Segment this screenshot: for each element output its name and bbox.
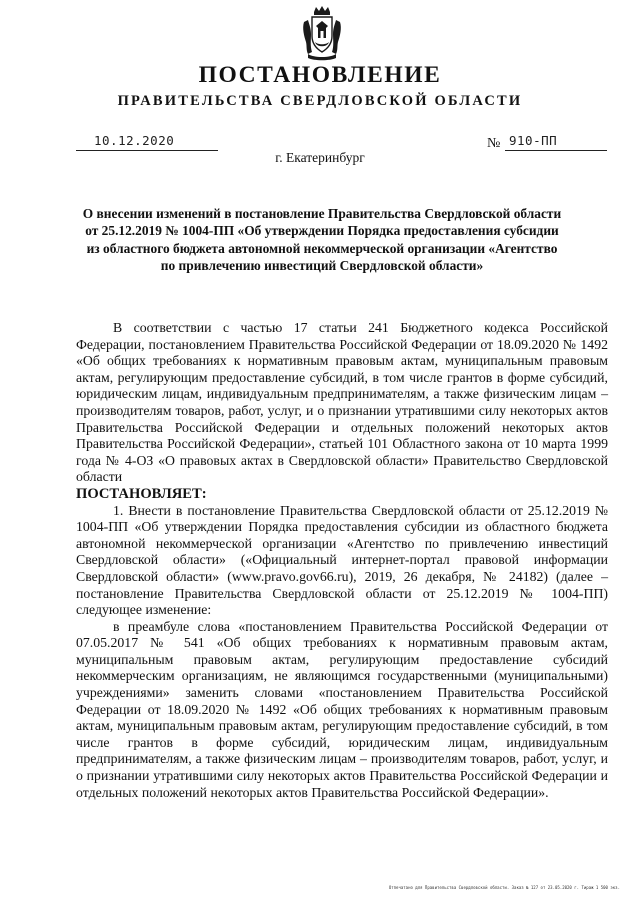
city-label: г. Екатеринбург [275, 150, 365, 165]
number-field [505, 133, 607, 151]
decree-word: ПОСТАНОВЛЯЕТ: [76, 485, 207, 502]
number-sign: № [487, 136, 501, 151]
date-field [76, 133, 218, 151]
issuer-title: ПРАВИТЕЛЬСТВА СВЕРДЛОВСКОЙ ОБЛАСТИ [117, 93, 523, 109]
preamble-paragraph: В соответствии с частью 17 статьи 241 Бюджетного кодекса Российской Федерации, постановлением Правительства Российской Федерации от 18.09.2020 № 1492 «Об общих требованиях к нормативным правовым актам, муниципальным правовым актам, регулирующим предоставление субсидий, в том числе грантов в форме субсидий, юридическим лицам, индивидуальным предпринимателям, а также физическим лицам – производителям товаров, работ, услуг, и о признании утратившими силу некоторых актов Правительства Российской Федерации и отдельных положений некоторых актов Правительства Российской Федерации», статьей 101 Областного закона от 10 марта 1999 года № 4-ОЗ «О правовых актах в Свердловской области» Правительство Свердловской области [76, 320, 608, 485]
document-number: 910-ПП [509, 133, 558, 148]
document-date: 10.12.2020 [94, 133, 175, 148]
print-footer-note: Отпечатано для Правительства Свердловской области. Заказ № 127 от 23.05.2020 г. Тираж 1 500 экз. [388, 885, 620, 890]
document-body [76, 320, 608, 801]
item-1-paragraph: 1. Внести в постановление Правительства Свердловской области от 25.12.2019 № 1004-ПП «Об утверждении Порядка предоставления субсидии из областного бюджета автономной некоммерческой организации «Агентство по привлечению инвестиций Свердловской области» («Официальный интернет-портал правовой информации Свердловской области» (www.pravo.gov66.ru), 2019, 26 декабря, № 24182) (далее – постановление Правительства Свердловской области от 25.12.2019 № 1004-ПП) следующее изменение: [76, 502, 608, 618]
document-heading: О внесении изменений в постановление Правительства Свердловской области от 25.12.2019 № 1004-ПП «Об утверждении Порядка предоставления субсидии из областного бюджета автономной некоммерческой организации «Агентство по привлечению инвестиций Свердловской области» [82, 206, 562, 274]
coat-of-arms-icon [302, 6, 342, 62]
document-type-title: ПОСТАНОВЛЕНИЕ [198, 62, 442, 88]
item-1-change-paragraph: в преамбуле слова «постановлением Правительства Российской Федерации от 07.05.2017 № 541 «Об общих требованиях к нормативным правовым актам, муниципальным правовым актам, регулирующим предоставление субсидий некоммерческим организациям, не являющимся государственными (муниципальными) учреждениями» заменить словами «постановлением Правительства Российской Федерации от 18.09.2020 № 1492 «Об общих требованиях к нормативным правовым актам, муниципальным правовым актам, регулирующим предоставление субсидий, в том числе грантов в форме субсидий, юридическим лицам, индивидуальным предпринимателям, а также физическим лицам – производителям товаров, работ, услуг, и о признании утратившими силу некоторых актов Правительства Российской Федерации и отдельных положений некоторых актов Правительства Российской Федерации». [76, 618, 608, 800]
